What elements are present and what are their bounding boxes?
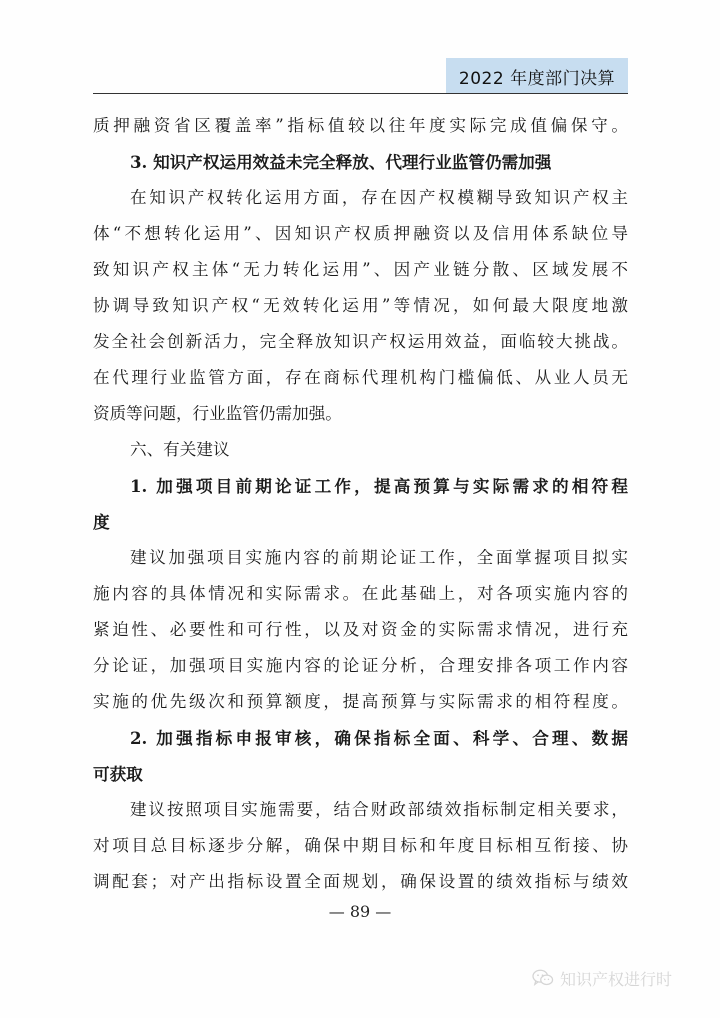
text-line: 建议加强项目实施内容的前期论证工作，全面掌握项目拟实: [130, 548, 628, 567]
text-line: 紧迫性、必要性和可行性，以及对资金的实际需求情况，进行充: [93, 620, 628, 639]
header-title: 2022 年度部门决算: [446, 58, 628, 94]
text-line: 资质等问题，行业监管仍需加强。: [93, 404, 342, 423]
page-number: — 89 —: [328, 902, 392, 921]
text-line: 分论证，加强项目实施内容的论证分析，合理安排各项工作内容: [93, 656, 628, 675]
watermark-text: 知识产权进行时: [560, 969, 673, 989]
section-heading-3: 3. 知识产权运用效益未完全释放、代理行业监管仍需加强: [130, 152, 552, 172]
text-line: 调配套；对产出指标设置全面规划，确保设置的绩效指标与绩效: [93, 872, 628, 891]
subheading-1: 1. 加强项目前期论证工作，提高预算与实际需求的相符程: [130, 476, 628, 496]
subheading-1-cont: 度: [93, 512, 110, 532]
header-rule: [93, 93, 628, 94]
wechat-icon: [532, 968, 554, 988]
text-line: 发全社会创新活力，完全释放知识产权运用效益，面临较大挑战。: [93, 332, 628, 351]
text-line: 施内容的具体情况和实际需求。在此基础上，对各项实施内容的: [93, 584, 628, 603]
chapter-heading: 六、有关建议: [130, 440, 230, 459]
subheading-2-cont: 可获取: [93, 764, 143, 784]
text-line: 实施的优先级次和预算额度，提高预算与实际需求的相符程度。: [93, 692, 628, 711]
text-line: 致知识产权主体“无力转化运用”、因产业链分散、区域发展不: [93, 260, 628, 279]
text-line: 建议按照项目实施需要，结合财政部绩效指标制定相关要求，: [130, 800, 628, 819]
text-line: 在知识产权转化运用方面，存在因产权模糊导致知识产权主: [130, 188, 628, 207]
text-line: 协调导致知识产权“无效转化运用”等情况，如何最大限度地激: [93, 296, 628, 315]
subheading-2: 2. 加强指标申报审核，确保指标全面、科学、合理、数据: [130, 728, 628, 748]
text-line: 质押融资省区覆盖率”指标值较以往年度实际完成值偏保守。: [93, 116, 628, 135]
watermark: [532, 966, 672, 990]
text-line: 对项目总目标逐步分解，确保中期目标和年度目标相互衔接、协: [93, 836, 628, 855]
text-line: 在代理行业监管方面，存在商标代理机构门槛偏低、从业人员无: [93, 368, 628, 387]
text-line: 体“不想转化运用”、因知识产权质押融资以及信用体系缺位导: [93, 224, 628, 243]
